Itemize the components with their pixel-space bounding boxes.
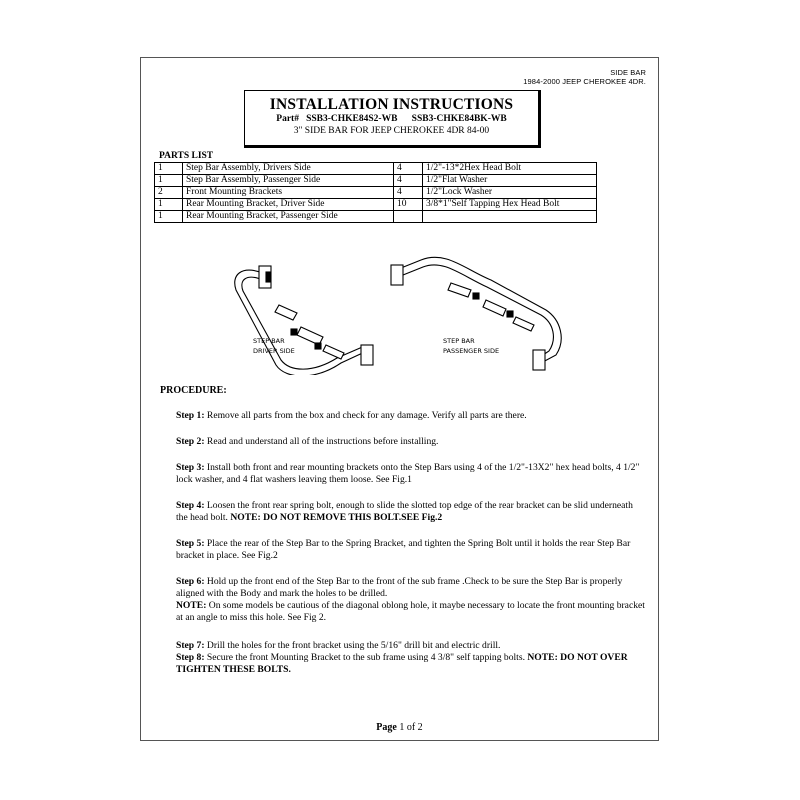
step-4: [176, 500, 646, 524]
parts-row: [155, 175, 597, 187]
step-4-text: Loosen the front rear spring bolt, enough to slide the slotted top edge of the rear bracket can be slid underneath the head bolt.: [176, 500, 633, 523]
part-number-2: SSB3-CHKE84BK-WB: [411, 114, 507, 124]
step-3-label: Step 3:: [176, 462, 205, 473]
step-1: [176, 410, 646, 422]
parts-item-2: 3/8*1"Self Tapping Hex Head Bolt: [423, 199, 597, 211]
step-2-label: Step 2:: [176, 436, 205, 447]
header-line-1: SIDE BAR: [610, 68, 646, 77]
step-8-label: Step 8:: [176, 652, 205, 663]
parts-qty-2: 4: [394, 175, 423, 187]
page-number: 1 of 2: [396, 722, 423, 733]
procedure-heading: PROCEDURE:: [160, 385, 227, 396]
part-label: Part#: [276, 114, 299, 124]
parts-qty-2: 4: [394, 163, 423, 175]
parts-item-2: 1/2"Flat Washer: [423, 175, 597, 187]
parts-qty: 1: [155, 163, 183, 175]
document-title: INSTALLATION INSTRUCTIONS: [269, 96, 514, 113]
parts-item-2: 1/2"Lock Washer: [423, 187, 597, 199]
parts-list-label: PARTS LIST: [159, 151, 214, 161]
parts-item: Rear Mounting Bracket, Passenger Side: [183, 211, 394, 223]
driver-step-bar-drawing: [235, 266, 373, 375]
step-8-note: NOTE: DO NOT OVER TIGHTEN THESE BOLTS.: [176, 652, 628, 675]
step-6-note-text: On some models be cautious of the diagonal oblong hole, it maybe necessary to locate the front mounting bracket at an angle to miss this hole. See Fig 2.: [176, 600, 645, 623]
step-6-label: Step 6:: [176, 576, 205, 587]
header-line-2: 1984-2000 JEEP CHEROKEE 4DR.: [523, 77, 646, 86]
parts-row: [155, 187, 597, 199]
parts-qty-2: 10: [394, 199, 423, 211]
step-3: [176, 462, 646, 486]
parts-qty: 2: [155, 187, 183, 199]
parts-item: Front Mounting Brackets: [183, 187, 394, 199]
step-6: [176, 576, 646, 624]
parts-qty-2: 4: [394, 187, 423, 199]
step-bar-figure: [191, 245, 611, 375]
step-2: [176, 436, 646, 448]
label-driver-2: DRIVER SIDE: [253, 347, 295, 355]
parts-row: [155, 211, 597, 223]
step-3-text: Install both front and rear mounting brackets onto the Step Bars using 4 of the 1/2"-13X2" hex head bolts, 4 1/2" lock washer, and 4 flat washers leaving them loose. See Fig.1: [176, 462, 640, 485]
parts-qty: 1: [155, 175, 183, 187]
parts-item: Step Bar Assembly, Passenger Side: [183, 175, 394, 187]
step-6-note-label: NOTE:: [176, 600, 207, 611]
header-info: [523, 68, 646, 86]
part-numbers: [245, 113, 538, 125]
step-5-label: Step 5:: [176, 538, 205, 549]
step-1-label: Step 1:: [176, 410, 205, 421]
step-1-text: Remove all parts from the box and check for any damage. Verify all parts are there.: [204, 410, 527, 421]
step-5: [176, 538, 646, 562]
parts-qty-2: [394, 211, 423, 223]
document-page: [140, 57, 659, 741]
step-6-text: Hold up the front end of the Step Bar to the front of the sub frame .Check to be sure the Step Bar is properly aligned with the Body and mark the holes to be drilled.: [176, 576, 623, 599]
parts-qty: 1: [155, 199, 183, 211]
step-5-text: Place the rear of the Step Bar to the Spring Bracket, and tighten the Spring Bolt until it holds the rear Step Bar bracket in place. See Fig.2: [176, 538, 631, 561]
parts-qty: 1: [155, 211, 183, 223]
parts-item: Rear Mounting Bracket, Driver Side: [183, 199, 394, 211]
page-label: Page: [376, 722, 397, 733]
label-driver-1: STEP BAR: [253, 337, 285, 345]
page-footer: [141, 722, 658, 733]
step-8-text: Secure the front Mounting Bracket to the sub frame using 4 3/8" self tapping bolts.: [204, 652, 528, 663]
step-7-label: Step 7:: [176, 640, 205, 651]
step-2-text: Read and understand all of the instructions before installing.: [204, 436, 439, 447]
step-8: [176, 652, 646, 676]
parts-item: Step Bar Assembly, Drivers Side: [183, 163, 394, 175]
parts-row: [155, 163, 597, 175]
parts-row: [155, 199, 597, 211]
step-7: [176, 640, 646, 652]
part-number-1: SSB3-CHKE84S2-WB: [306, 114, 398, 124]
label-passenger-2: PASSENGER SIDE: [443, 347, 500, 355]
label-passenger-1: STEP BAR: [443, 337, 475, 345]
step-7-text: Drill the holes for the front bracket using the 5/16" drill bit and electric drill.: [204, 640, 501, 651]
parts-item-2: [423, 211, 597, 223]
document-subtitle: 3" SIDE BAR FOR JEEP CHEROKEE 4DR 84-00: [293, 126, 490, 136]
step-4-note: NOTE: DO NOT REMOVE THIS BOLT.SEE Fig.2: [230, 512, 443, 523]
title-box: [244, 90, 541, 148]
step-4-label: Step 4:: [176, 500, 205, 511]
parts-table: [154, 162, 597, 223]
parts-item-2: 1/2"-13*2Hex Head Bolt: [423, 163, 597, 175]
